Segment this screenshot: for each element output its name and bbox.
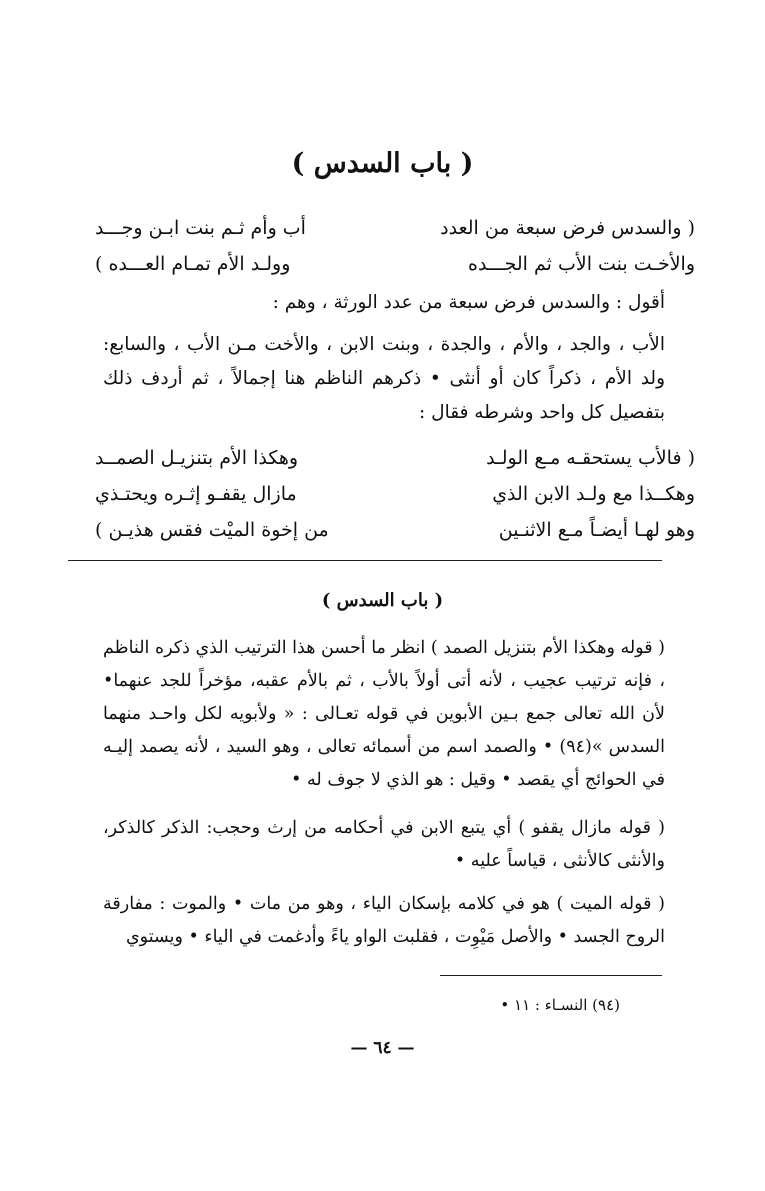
commentary-paragraph: ( قوله الميت ) هو في كلامه بإسكان الياء ، وهو من مات • والموت : مفارقة الروح الجسد • والأصل مَيْوِت ، فقلبت الواو ياءً وأدغمت في الياء • ويستوي [103, 894, 665, 947]
verses-bottom [95, 440, 695, 548]
commentary-paragraph: ( قوله وهكذا الأم بتنزيل الصمد ) انظر ما أحسن هذا الترتيب الذي ذكره الناظم ، فإنه ترتيب عجيب ، لأنه أتى أولاً بالأب ، ثم بالأم عقبه، مؤخراً للجد عنهما• لأن الله تعالى جمع بـين الأبوين في قوله تعـالى : « ولأبويه لكل واحـد منهما السدس »(٩٤) • والصمد اسم من أسمائه تعالى ، وهو السيد ، لأنه يصمد إليـه في الحوائج أي يقصد • وقيل : هو الذي لا جوف له • [103, 638, 665, 790]
commentary-paragraph: ( قوله مازال يقفو ) أي يتبع الابن في أحكامه من إرث وحجب: الذكر كالذكر، والأنثى كالأنثى ، قياساً عليه • [103, 818, 665, 871]
verse-hemistich-first: والأخـت بنت الأب ثم الجـــده [468, 253, 695, 275]
footnote-divider [440, 975, 662, 976]
verse-hemistich-second: مازال يقفـو إثـره ويحتـذي [95, 483, 297, 505]
footnote: (٩٤) النسـاء : ١١ • [500, 996, 620, 1014]
verse-line [95, 512, 695, 548]
verse-hemistich-first: وهو لهـا أيضـاً مـع الاثنـين [498, 519, 695, 541]
verse-line [95, 440, 695, 476]
verse-hemistich-second: وولـد الأم تمـام العـــده ) [95, 253, 291, 275]
verse-hemistich-first: ( فالأب يستحقـه مـع الولـد [486, 447, 695, 469]
commentary-title: ( باب السدس ) [321, 590, 444, 611]
prose-heirs-list: الأب ، والجد ، والأم ، والجدة ، وبنت الابن ، والأخت مـن الأب ، والسابع: ولد الأم ، ذكراً كان أو أنثى • ذكرهم الناظم هنا إجمالاً ، ثم أردف ذلك بتفصيل كل واحد وشرطه فقال : [103, 334, 665, 423]
verse-line [95, 246, 695, 282]
verse-hemistich-second: من إخوة الميْت فقس هذيـن ) [95, 519, 329, 541]
section-divider [68, 560, 662, 561]
chapter-title: ( باب السدس ) [291, 148, 474, 179]
verse-hemistich-first: وهكــذا مع ولـد الابن الذي [492, 483, 695, 505]
verses-top [95, 210, 695, 282]
page-number: — ٦٤ — [350, 1038, 415, 1058]
verse-hemistich-second: أب وأم ثـم بنت ابـن وجـــد [95, 217, 306, 239]
verse-line [95, 476, 695, 512]
verse-hemistich-first: ( والسدس فرض سبعة من العدد [440, 217, 695, 239]
verse-line [95, 210, 695, 246]
verse-hemistich-second: وهكذا الأم بتنزيـل الصمــد [95, 447, 299, 469]
prose-intro: أقول : والسدس فرض سبعة من عدد الورثة ، وهم : [272, 292, 665, 313]
